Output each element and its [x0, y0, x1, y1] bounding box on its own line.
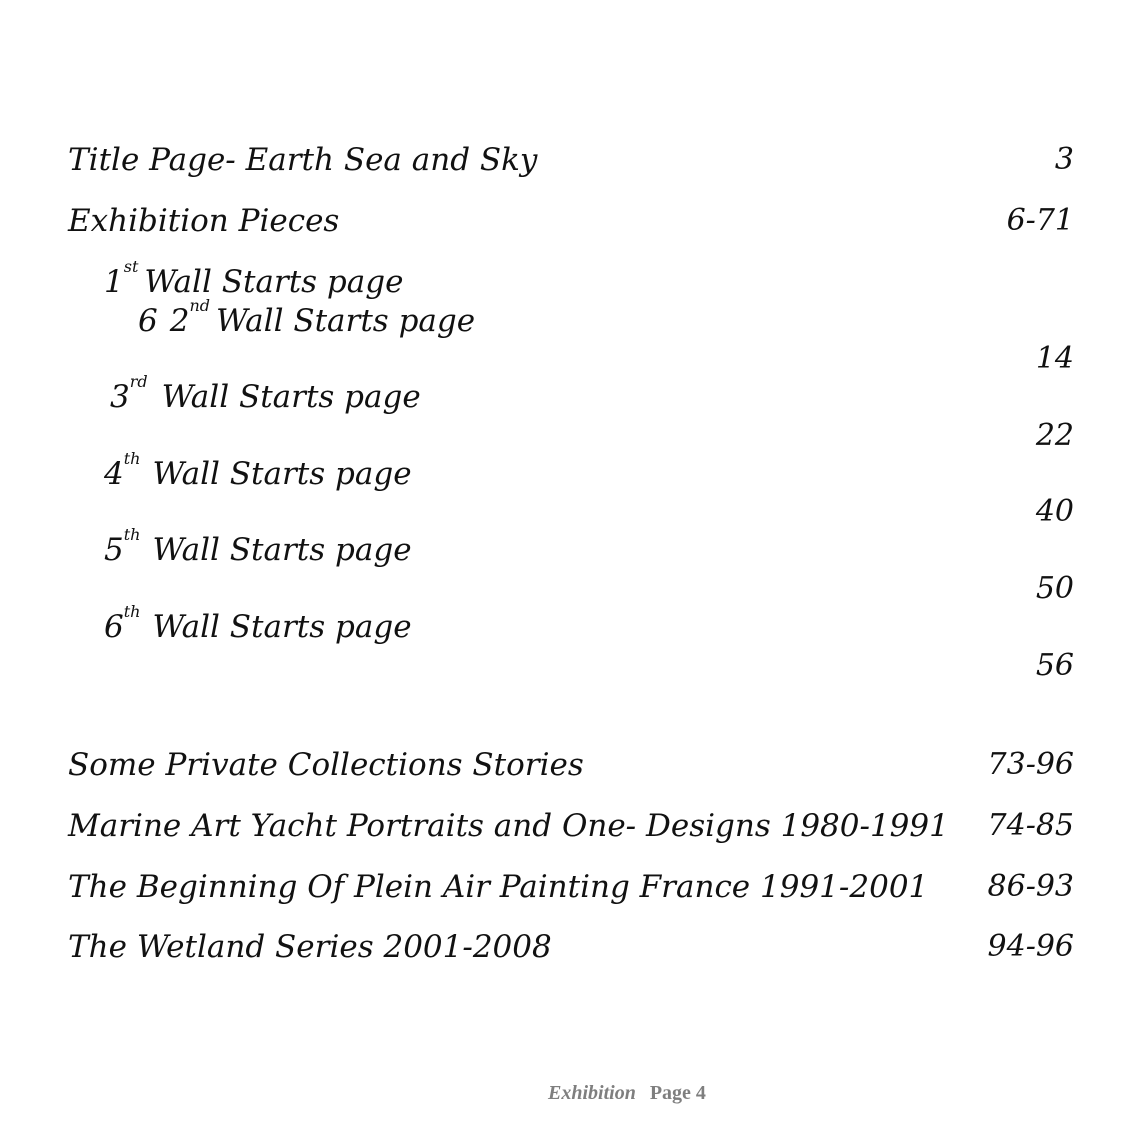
toc-entry-marine-art: [68, 808, 949, 844]
toc-wall-6: [104, 602, 412, 645]
wall-label: Wall Starts page: [144, 264, 404, 300]
toc-wall-2: [138, 296, 476, 339]
wall-label: Wall Starts page: [152, 532, 412, 568]
toc-entry-label: Marine Art Yacht Portraits and One- Designs 1980-1991: [68, 808, 949, 844]
toc-entry-label: The Wetland Series 2001-2008: [68, 929, 552, 965]
wall-ordinal: nd: [189, 296, 211, 315]
wall-number: 1: [104, 264, 124, 300]
wall-ordinal: th: [123, 525, 141, 544]
wall-label: Wall Starts page: [161, 379, 421, 415]
toc-page-number: 73-96: [987, 747, 1074, 782]
wall-number: 5: [104, 532, 124, 568]
toc-page-number: 40: [1035, 494, 1074, 529]
toc-entry-wetland-series: [68, 929, 552, 965]
wall-ordinal: th: [123, 602, 141, 621]
toc-wall-1: [104, 257, 404, 300]
wall-ordinal: rd: [129, 372, 148, 391]
toc-page-number: 74-85: [987, 808, 1074, 843]
toc-entry-label: Title Page- Earth Sea and Sky: [68, 142, 538, 178]
wall-number: 4: [104, 456, 124, 492]
wall-number: 3: [110, 379, 130, 415]
footer-page-number: Page 4: [649, 1082, 706, 1104]
toc-page-number: 86-93: [987, 869, 1074, 904]
wall-label: Wall Starts page: [152, 456, 412, 492]
toc-entry-plein-air: [68, 869, 928, 905]
toc-entry-label: Exhibition Pieces: [68, 203, 340, 239]
toc-page-number: 6-71: [1006, 203, 1074, 238]
toc-wall-5: [104, 525, 412, 568]
wall-ordinal: th: [123, 449, 141, 468]
toc-entry-exhibition-pieces: [68, 203, 339, 239]
toc-wall-4: [104, 449, 412, 492]
toc-page-number: 56: [1035, 648, 1074, 683]
toc-page-number: 3: [1054, 142, 1074, 177]
page-footer: [548, 1080, 706, 1106]
wall-ordinal: st: [123, 257, 139, 276]
toc-entry-label: The Beginning Of Plein Air Painting France 1991-2001: [68, 869, 929, 905]
toc-entry-private-collections: [68, 747, 584, 783]
wall-label: Wall Starts page: [152, 609, 412, 645]
toc-page-number: 50: [1035, 571, 1074, 606]
toc-page-number: 94-96: [987, 929, 1074, 964]
toc-wall-3: [110, 372, 421, 415]
wall-label: Wall Starts page: [216, 303, 476, 339]
wall-number: 6: [104, 609, 124, 645]
toc-page-number: 14: [1035, 341, 1074, 376]
toc-entry-title-page: [68, 142, 537, 178]
wall-number: 2: [169, 303, 190, 339]
toc-page-number: 22: [1035, 418, 1074, 453]
footer-label: Exhibition: [548, 1082, 636, 1104]
toc-entry-label: Some Private Collections Stories: [68, 747, 584, 783]
wall-prefix: 6: [138, 303, 158, 339]
